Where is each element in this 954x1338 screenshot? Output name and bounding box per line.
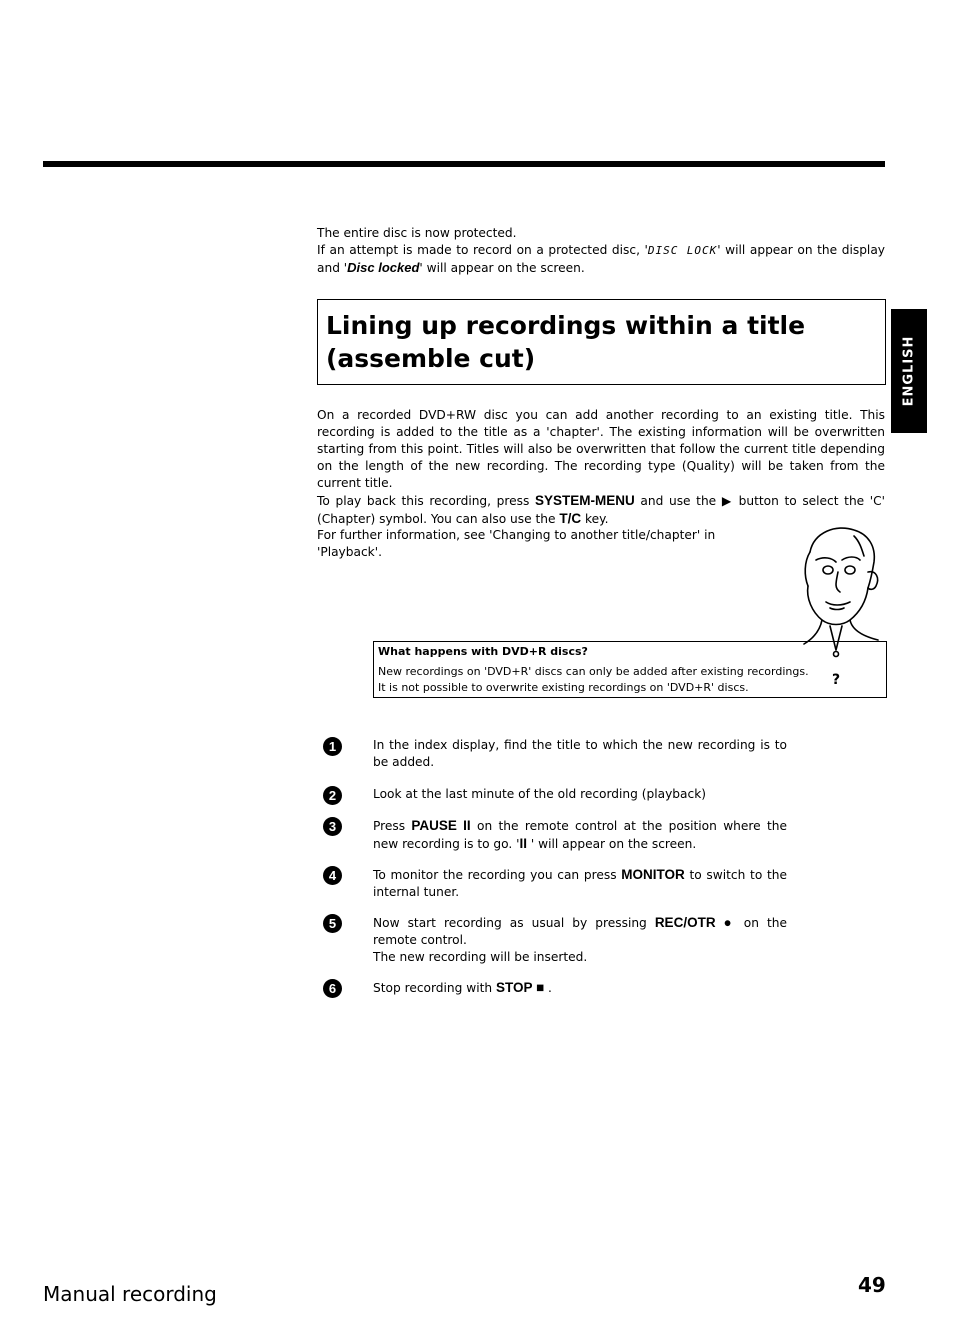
playback-text-a: To play back this recording, press — [317, 494, 535, 508]
step-text-b: . — [544, 981, 552, 995]
step-text-main — [373, 914, 787, 949]
footer-section-name: Manual recording — [43, 1282, 217, 1306]
body-paragraph — [317, 407, 885, 528]
step-text — [373, 979, 787, 997]
step-number-badge: 2 — [323, 786, 342, 805]
step-text-a: Press — [373, 819, 412, 833]
play-icon: ▶ — [721, 494, 733, 508]
tc-key: T/C — [559, 511, 582, 526]
step-text-b: to switch to the internal tuner. — [373, 868, 788, 899]
further-info-text: For further information, see 'Changing to another title/chapter' in 'Playback'. — [317, 528, 716, 559]
step-text-a: Now start recording as usual by pressing — [373, 916, 655, 930]
monitor-key: MONITOR — [621, 867, 685, 882]
step-text-a: To monitor the recording you can press — [373, 868, 622, 882]
step-text-a: Stop recording with — [373, 981, 496, 995]
section-title: Lining up recordings within a title (assemble cut) — [326, 311, 806, 373]
step-text — [373, 866, 787, 901]
language-tab — [891, 309, 927, 433]
step-text-note: The new recording will be inserted. — [373, 950, 588, 964]
pause-symbol: II — [519, 836, 528, 851]
playback-text-d: key. — [581, 512, 609, 526]
step-number-badge: 3 — [323, 817, 342, 836]
body-paragraph-main: On a recorded DVD+RW disc you can add another recording to an existing title. This recording is added to the title as a 'chapter'. The existing information will be overwritten starting from this point. Titles will also be overwritten that follow the current title depending on the length of the new recording. The recording type (Quality) will be taken from the current title. — [317, 408, 885, 490]
page-number: 49 — [858, 1273, 886, 1297]
stop-key: STOP ■ — [495, 980, 545, 995]
step-number-badge: 6 — [323, 979, 342, 998]
section-title-box — [317, 299, 886, 385]
step-text: Look at the last minute of the old recording (playback) — [373, 787, 707, 801]
step-text: In the index display, find the title to which the new recording is to be added. — [373, 738, 787, 769]
rec-otr-key: REC/OTR ● — [654, 915, 736, 930]
pause-key: PAUSE II — [411, 818, 471, 833]
step-text-c: ' will appear on the screen. — [527, 837, 697, 851]
question-mark-icon: ? — [832, 672, 841, 688]
intro-line-2 — [317, 242, 885, 277]
intro-text — [317, 225, 885, 277]
step-text — [373, 914, 787, 966]
step-number-badge: 4 — [323, 866, 342, 885]
header-rule — [43, 161, 885, 167]
step-number-badge: 5 — [323, 914, 342, 933]
tip-box — [373, 641, 887, 698]
intro-text-c: ' will appear on the screen. — [419, 261, 585, 275]
playback-text-c: button to select the 'C' (Chapter) symbol. You can also use the — [317, 494, 886, 526]
step-text-b: on the remote control at the position where the new recording is to go. ' — [373, 819, 787, 851]
disc-locked-text: Disc locked — [347, 260, 420, 275]
system-menu-key: SYSTEM-MENU — [535, 493, 635, 508]
tip-line-1: New recordings on 'DVD+R' discs can only be added after existing recordings. — [378, 665, 809, 678]
intro-text-a: If an attempt is made to record on a protected disc, ' — [317, 243, 648, 257]
tip-title: What happens with DVD+R discs? — [378, 645, 588, 658]
tip-line-2: It is not possible to overwrite existing recordings on 'DVD+R' discs. — [378, 681, 749, 694]
intro-line-1: The entire disc is now protected. — [317, 226, 517, 240]
step-text — [373, 817, 787, 853]
disc-lock-display: DISC LOCK — [647, 244, 718, 257]
step-text-b: on the remote control. — [373, 916, 787, 947]
playback-text-b: and use the — [634, 494, 722, 508]
step-number-badge: 1 — [323, 737, 342, 756]
intro-text-b: ' will appear on the display and ' — [317, 243, 885, 275]
language-tab-label: ENGLISH — [901, 335, 917, 407]
